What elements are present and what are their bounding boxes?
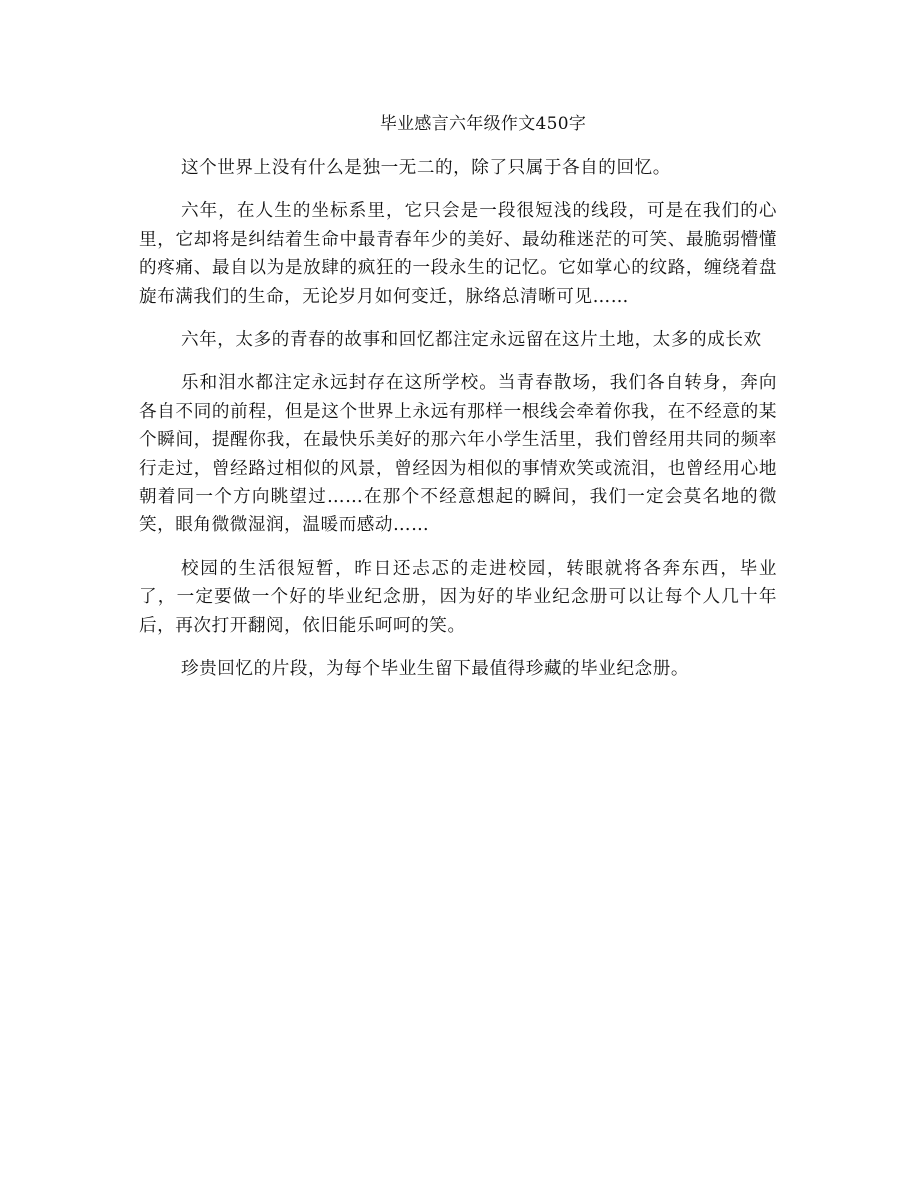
document-body — [139, 154, 777, 699]
document-title: 毕业感言六年级作文450字 — [379, 114, 587, 134]
paragraph-1: 这个世界上没有什么是独一无二的，除了只属于各自的回忆。 — [181, 158, 671, 178]
paragraph-5: 校园的生活很短暂，昨日还忐忑的走进校园，转眼就将各奔东西，毕业了，一定要做一个好的毕业纪念册，因为好的毕业纪念册可以让每个人几十年后，再次打开翻阅，依旧能乐呵呵的笑。 — [139, 558, 777, 636]
paragraph-3: 六年，太多的青春的故事和回忆都注定永远留在这片土地，太多的成长欢 — [181, 330, 762, 351]
paragraph-2: 六年，在人生的坐标系里，它只会是一段很短浅的线段，可是在我们的心里，它却将是纠结着生命中最青春年少的美好、最幼稚迷茫的可笑、最脆弱懵懂的疼痛、最自以为是放肆的疯狂的一段永生的记忆。它如掌心的纹路，缠绕着盘旋布满我们的生命，无论岁月如何变迁，脉络总清晰可见…… — [139, 201, 777, 307]
paragraph-6: 珍贵回忆的片段，为每个毕业生留下最值得珍藏的毕业纪念册。 — [181, 659, 690, 680]
paragraph-4: 乐和泪水都注定永远封存在这所学校。当青春散场，我们各自转身，奔向各自不同的前程，但是这个世界上永远有那样一根线会牵着你我，在不经意的某个瞬间，提醒你我，在最快乐美好的那六年小学生活里，我们曾经用共同的频率行走过，曾经路过相似的风景，曾经因为相似的事情欢笑或流泪，也曾经用心地朝着同一个方向眺望过……在那个不经意想起的瞬间，我们一定会莫名地的微笑，眼角微微湿润，温暖而感动…… — [139, 373, 777, 536]
